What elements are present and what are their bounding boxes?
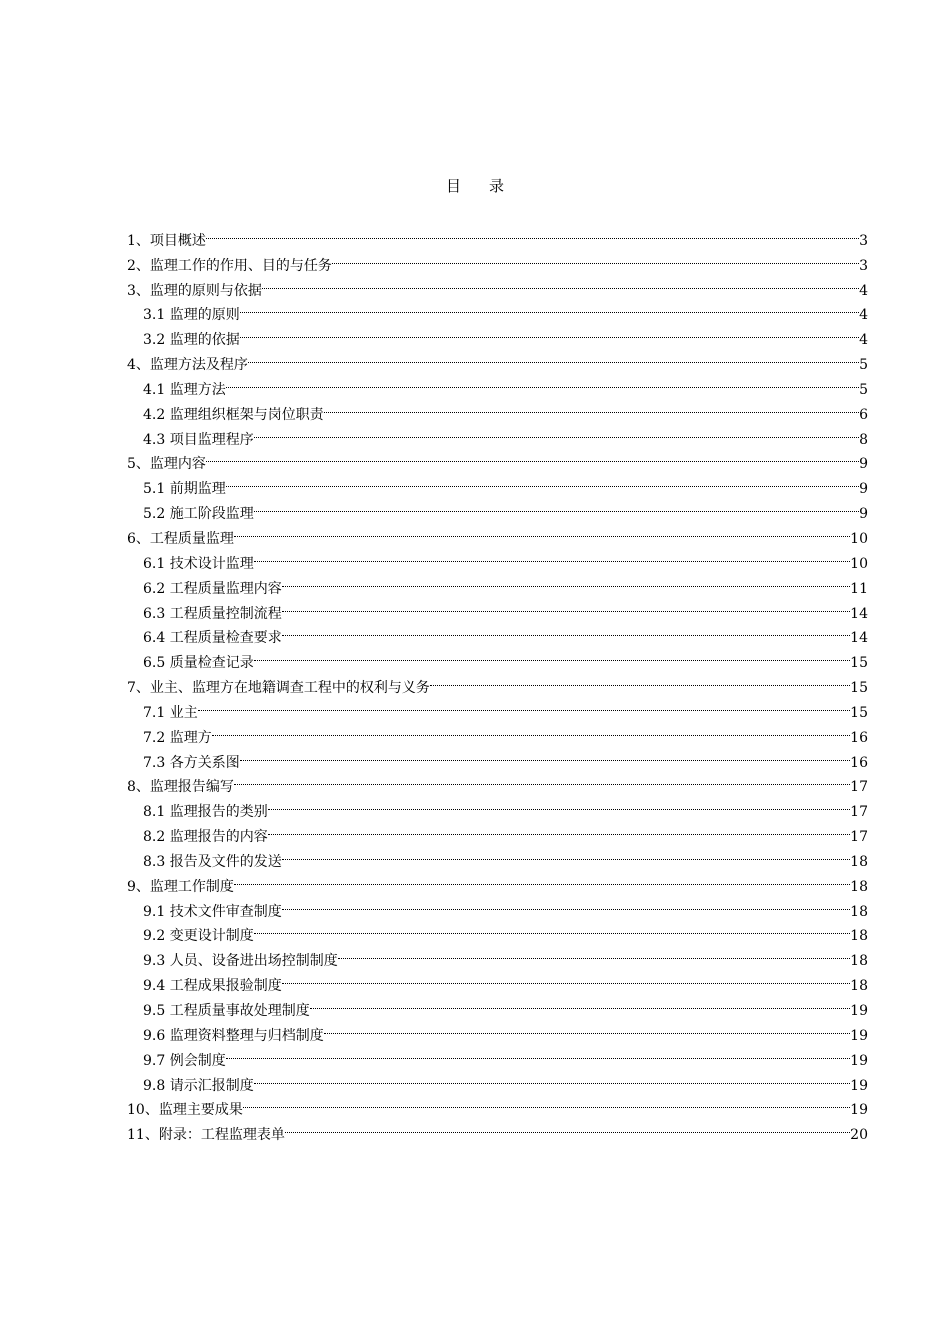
toc-title-first-char: 目 <box>445 177 461 195</box>
toc-entry-page-number: 11 <box>850 580 868 597</box>
toc-dot-leader <box>243 1090 850 1115</box>
toc-entry-page-number: 18 <box>850 878 868 895</box>
toc-entry-title: 5.2 施工阶段监理 <box>143 506 254 523</box>
toc-entry-title: 2、监理工作的作用、目的与任务 <box>127 257 332 274</box>
toc-entry-page-number: 19 <box>850 1027 868 1044</box>
toc-entry-title: 11、附录：工程监理表单 <box>127 1127 285 1144</box>
toc-entry-title: 4.3 项目监理程序 <box>143 431 254 448</box>
toc-dot-leader <box>285 1114 850 1139</box>
toc-entry-title: 6、工程质量监理 <box>127 530 234 547</box>
toc-dot-leader <box>240 742 850 767</box>
toc-entry-page-number: 4 <box>859 332 868 349</box>
toc-entry-title: 9、监理工作制度 <box>127 878 234 895</box>
toc-entry-page-number: 18 <box>850 953 868 970</box>
toc-entry[interactable] <box>127 493 868 523</box>
toc-entry-page-number: 10 <box>850 555 868 572</box>
toc-entry-page-number: 14 <box>850 630 868 647</box>
toc-entry-page-number: 19 <box>850 1052 868 1069</box>
toc-entry-title: 4.2 监理组织框架与岗位职责 <box>143 406 324 423</box>
toc-entry-page-number: 15 <box>850 680 868 697</box>
toc-entry-page-number: 9 <box>859 506 868 523</box>
toc-dot-leader <box>226 369 859 394</box>
toc-entry-title: 6.1 技术设计监理 <box>143 555 254 572</box>
toc-dot-leader <box>282 965 850 990</box>
toc-dot-leader <box>268 791 850 816</box>
toc-entry-page-number: 3 <box>859 257 868 274</box>
toc-dot-leader <box>282 891 850 916</box>
toc-entry[interactable] <box>127 767 868 796</box>
toc-entry-title: 9.6 监理资料整理与归档制度 <box>143 1027 324 1044</box>
toc-entry-title: 7、业主、监理方在地籍调查工程中的权利与义务 <box>127 680 430 697</box>
toc-entry-page-number: 4 <box>859 307 868 324</box>
toc-dot-leader <box>234 866 850 891</box>
toc-dot-leader <box>282 593 850 618</box>
toc-dot-leader <box>310 990 850 1015</box>
toc-entry-title: 9.7 例会制度 <box>143 1052 226 1069</box>
toc-entry-title: 5.1 前期监理 <box>143 481 226 498</box>
toc-entry-title: 3.2 监理的依据 <box>143 332 240 349</box>
toc-entry-title: 6.5 质量检查记录 <box>143 655 254 672</box>
toc-entry-title: 7.2 监理方 <box>143 729 212 746</box>
toc-entry[interactable] <box>127 742 868 771</box>
toc-entry-page-number: 19 <box>850 1003 868 1019</box>
toc-entry-title: 6.4 工程质量检查要求 <box>143 630 282 647</box>
toc-entry-page-number: 18 <box>850 853 868 870</box>
toc-dot-leader <box>198 692 850 717</box>
toc-dot-leader <box>254 543 850 568</box>
toc-entry[interactable] <box>127 444 868 473</box>
toc-entry-title: 1、项目概述 <box>127 232 206 249</box>
toc-entry-page-number: 14 <box>850 605 868 622</box>
toc-entry-page-number: 5 <box>859 357 868 374</box>
toc-entry[interactable] <box>127 717 868 746</box>
toc-entry-title: 4.1 监理方法 <box>143 381 226 398</box>
toc-dot-leader <box>430 667 850 692</box>
toc-dot-leader <box>282 568 850 593</box>
toc-entry-title: 6.2 工程质量监理内容 <box>143 580 282 597</box>
toc-dot-leader <box>206 444 859 469</box>
toc-entry-page-number: 17 <box>850 804 868 821</box>
toc-dot-leader <box>332 245 859 270</box>
toc-entry-title: 7.1 业主 <box>143 704 198 721</box>
toc-dot-leader <box>206 220 859 245</box>
toc-entry-title: 8.2 监理报告的内容 <box>143 829 268 846</box>
toc-entry[interactable] <box>127 1065 868 1094</box>
toc-entry[interactable] <box>127 1040 868 1069</box>
toc-entry-title: 9.3 人员、设备进出场控制制度 <box>143 953 338 970</box>
toc-list <box>127 220 868 1144</box>
toc-dot-leader <box>282 841 850 866</box>
toc-entry[interactable] <box>127 468 868 498</box>
toc-dot-leader <box>254 1065 850 1090</box>
toc-dot-leader <box>212 717 850 742</box>
toc-entry-title: 10、监理主要成果 <box>127 1102 243 1119</box>
toc-dot-leader <box>262 270 859 295</box>
toc-dot-leader <box>254 419 859 444</box>
toc-entry-title: 8、监理报告编写 <box>127 779 234 796</box>
toc-entry-page-number: 17 <box>850 829 868 846</box>
toc-entry-title: 5、监理内容 <box>127 456 206 473</box>
toc-entry-page-number: 3 <box>859 232 868 249</box>
toc-entry[interactable] <box>127 369 868 398</box>
toc-dot-leader <box>282 618 850 643</box>
toc-entry-title: 9.8 请示汇报制度 <box>143 1077 254 1094</box>
toc-entry-page-number: 6 <box>859 406 868 423</box>
toc-dot-leader <box>240 319 859 344</box>
toc-entry[interactable] <box>127 866 868 895</box>
toc-entry-title: 8.1 监理报告的类别 <box>143 804 268 821</box>
toc-entry[interactable] <box>127 543 868 572</box>
toc-dot-leader <box>254 642 850 667</box>
toc-dot-leader <box>254 916 850 941</box>
toc-entry[interactable] <box>127 245 868 274</box>
toc-dot-leader <box>338 940 850 965</box>
toc-entry-title: 9.2 变更设计制度 <box>143 928 254 945</box>
toc-entry-page-number: 15 <box>850 704 868 721</box>
toc-dot-leader <box>254 493 859 518</box>
toc-entry-title: 8.3 报告及文件的发送 <box>143 853 282 870</box>
toc-entry[interactable] <box>127 220 868 249</box>
toc-entry-page-number: 16 <box>850 729 868 746</box>
toc-entry-page-number: 8 <box>859 431 868 448</box>
toc-entry-page-number: 4 <box>859 282 868 299</box>
toc-entry[interactable] <box>127 692 868 721</box>
toc-dot-leader <box>324 394 859 419</box>
toc-entry-page-number: 9 <box>859 481 868 498</box>
toc-entry-page-number: 19 <box>850 1077 868 1094</box>
toc-entry-page-number: 5 <box>859 381 868 398</box>
toc-entry-page-number: 17 <box>850 779 868 796</box>
toc-entry-page-number: 10 <box>850 530 868 547</box>
toc-dot-leader <box>324 1015 850 1040</box>
toc-dot-leader <box>240 295 859 320</box>
toc-entry[interactable] <box>127 791 868 821</box>
toc-entry-page-number: 19 <box>850 1102 868 1119</box>
toc-entry-title: 3.1 监理的原则 <box>143 307 240 324</box>
toc-entry[interactable] <box>127 891 868 920</box>
toc-entry-page-number: 16 <box>850 754 868 771</box>
toc-dot-leader <box>248 344 859 369</box>
toc-entry-title: 7.3 各方关系图 <box>143 754 240 771</box>
toc-dot-leader <box>268 816 850 841</box>
toc-entry-page-number: 9 <box>859 456 868 473</box>
toc-dot-leader <box>234 518 850 543</box>
toc-entry-title: 9.1 技术文件审查制度 <box>143 903 282 920</box>
toc-dot-leader <box>226 1040 850 1065</box>
toc-entry-page-number: 15 <box>850 655 868 672</box>
toc-entry-title: 9.5 工程质量事故处理制度 <box>143 1003 310 1019</box>
toc-entry-title: 3、监理的原则与依据 <box>127 282 262 299</box>
toc-entry-title: 9.4 工程成果报验制度 <box>143 978 282 995</box>
toc-dot-leader <box>234 767 850 792</box>
toc-title-second-char: 录 <box>489 177 505 195</box>
toc-entry-title: 4、监理方法及程序 <box>127 357 248 374</box>
toc-entry[interactable] <box>127 518 868 547</box>
toc-entry[interactable] <box>127 394 868 423</box>
toc-title <box>0 175 950 196</box>
toc-dot-leader <box>226 468 859 493</box>
toc-entry-page-number: 20 <box>850 1127 868 1144</box>
toc-entry-page-number: 18 <box>850 903 868 920</box>
toc-entry-page-number: 18 <box>850 978 868 995</box>
toc-entry-title: 6.3 工程质量控制流程 <box>143 605 282 622</box>
toc-entry-page-number: 18 <box>850 928 868 945</box>
